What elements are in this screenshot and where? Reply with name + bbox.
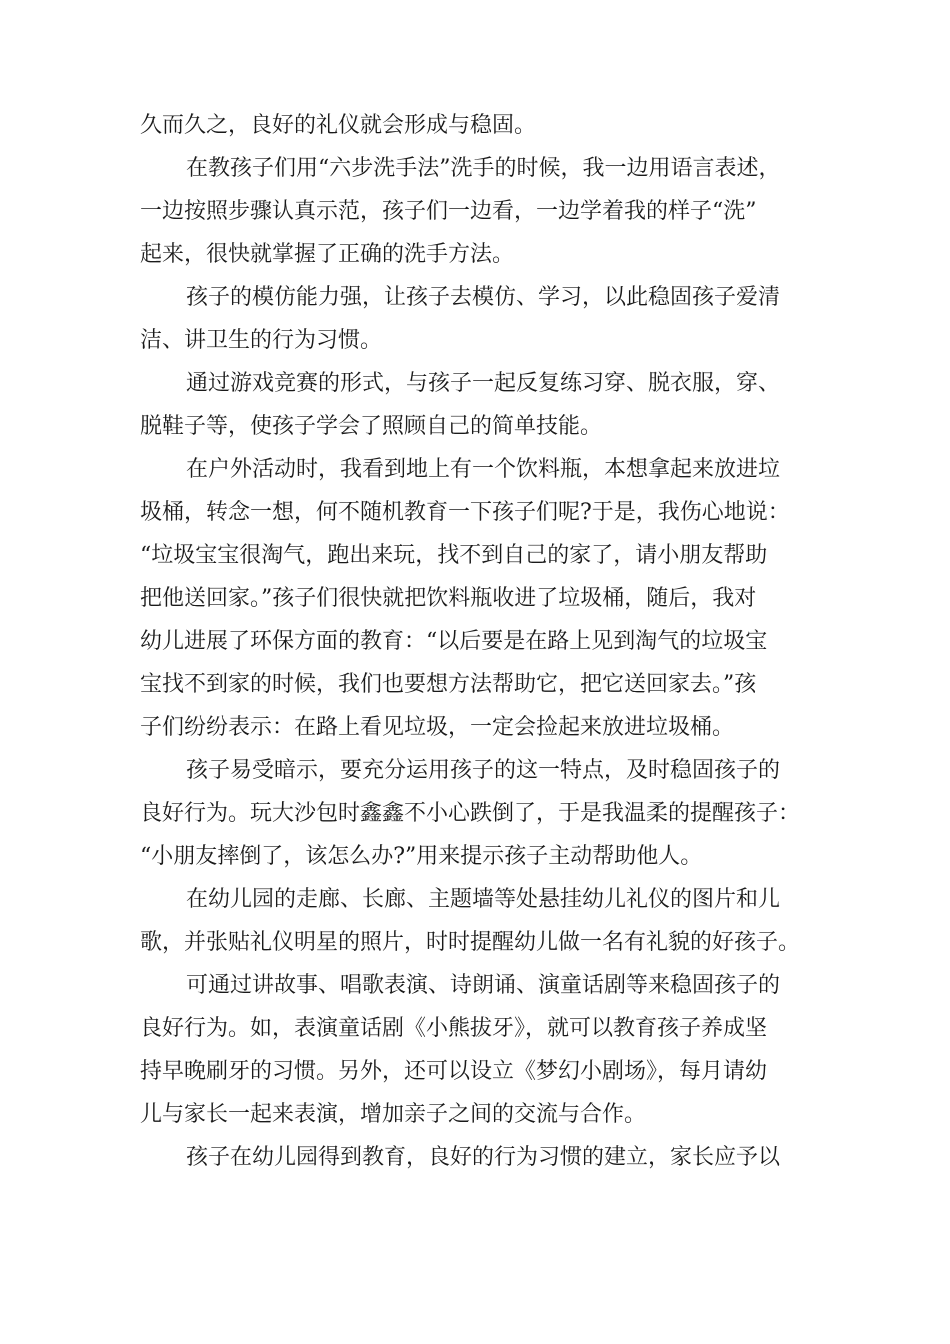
paragraph-first-line: 在幼儿园的走廊、长廊、主题墙等处悬挂幼儿礼仪的图片和儿 xyxy=(186,887,781,912)
text-line: 良好行为。如，表演童话剧《小熊拔牙》，就可以教育孩子养成坚 xyxy=(140,1016,768,1041)
text-line: 久而久之，良好的礼仪就会形成与稳固。 xyxy=(140,113,537,138)
text-line: 持早晚刷牙的习惯。另外，还可以设立《梦幻小剧场》，每月请幼 xyxy=(140,1059,768,1084)
text-line: 圾桶，转念一想，何不随机教育一下孩子们呢?于是，我伤心地说： xyxy=(140,500,790,525)
paragraph-first-line: 可通过讲故事、唱歌表演、诗朗诵、演童话剧等来稳固孩子的 xyxy=(186,973,781,998)
text-line: 歌，并张贴礼仪明星的照片，时时提醒幼儿做一名有礼貌的好孩子。 xyxy=(140,930,801,955)
paragraph-first-line: 通过游戏竞赛的形式，与孩子一起反复练习穿、脱衣服，穿、 xyxy=(186,371,781,396)
text-line: 儿与家长一起来表演，增加亲子之间的交流与合作。 xyxy=(140,1102,647,1127)
text-line: “垃圾宝宝很淘气，跑出来玩，找不到自己的家了，请小朋友帮助 xyxy=(140,543,768,568)
text-line: 脱鞋子等，使孩子学会了照顾自己的简单技能。 xyxy=(140,414,603,439)
paragraph-first-line: 在教孩子们用“六步洗手法”洗手的时候，我一边用语言表述， xyxy=(186,156,781,181)
paragraph-first-line: 孩子的模仿能力强，让孩子去模仿、学习，以此稳固孩子爱清 xyxy=(186,285,781,310)
text-line: “小朋友摔倒了，该怎么办?”用来提示孩子主动帮助他人。 xyxy=(140,844,703,869)
text-line: 洁、讲卫生的行为习惯。 xyxy=(140,328,383,353)
text-line: 一边按照步骤认真示范，孩子们一边看，一边学着我的样子“洗” xyxy=(140,199,757,224)
text-line: 良好行为。玩大沙包时鑫鑫不小心跌倒了，于是我温柔的提醒孩子： xyxy=(140,801,801,826)
text-line: 幼儿进展了环保方面的教育：“以后要是在路上见到淘气的垃圾宝 xyxy=(140,629,768,654)
paragraph-first-line: 孩子易受暗示，要充分运用孩子的这一特点，及时稳固孩子的 xyxy=(186,758,781,783)
paragraph-first-line: 在户外活动时，我看到地上有一个饮料瓶，本想拿起来放进垃 xyxy=(186,457,781,482)
text-line: 把他送回家。”孩子们很快就把饮料瓶收进了垃圾桶，随后，我对 xyxy=(140,586,757,611)
text-line: 宝找不到家的时候，我们也要想方法帮助它，把它送回家去。”孩 xyxy=(140,672,757,697)
text-line: 起来，很快就掌握了正确的洗手方法。 xyxy=(140,242,515,267)
paragraph-first-line: 孩子在幼儿园得到教育，良好的行为习惯的建立，家长应予以 xyxy=(186,1145,781,1170)
text-line: 子们纷纷表示：在路上看见垃圾，一定会捡起来放进垃圾桶。 xyxy=(140,715,735,740)
